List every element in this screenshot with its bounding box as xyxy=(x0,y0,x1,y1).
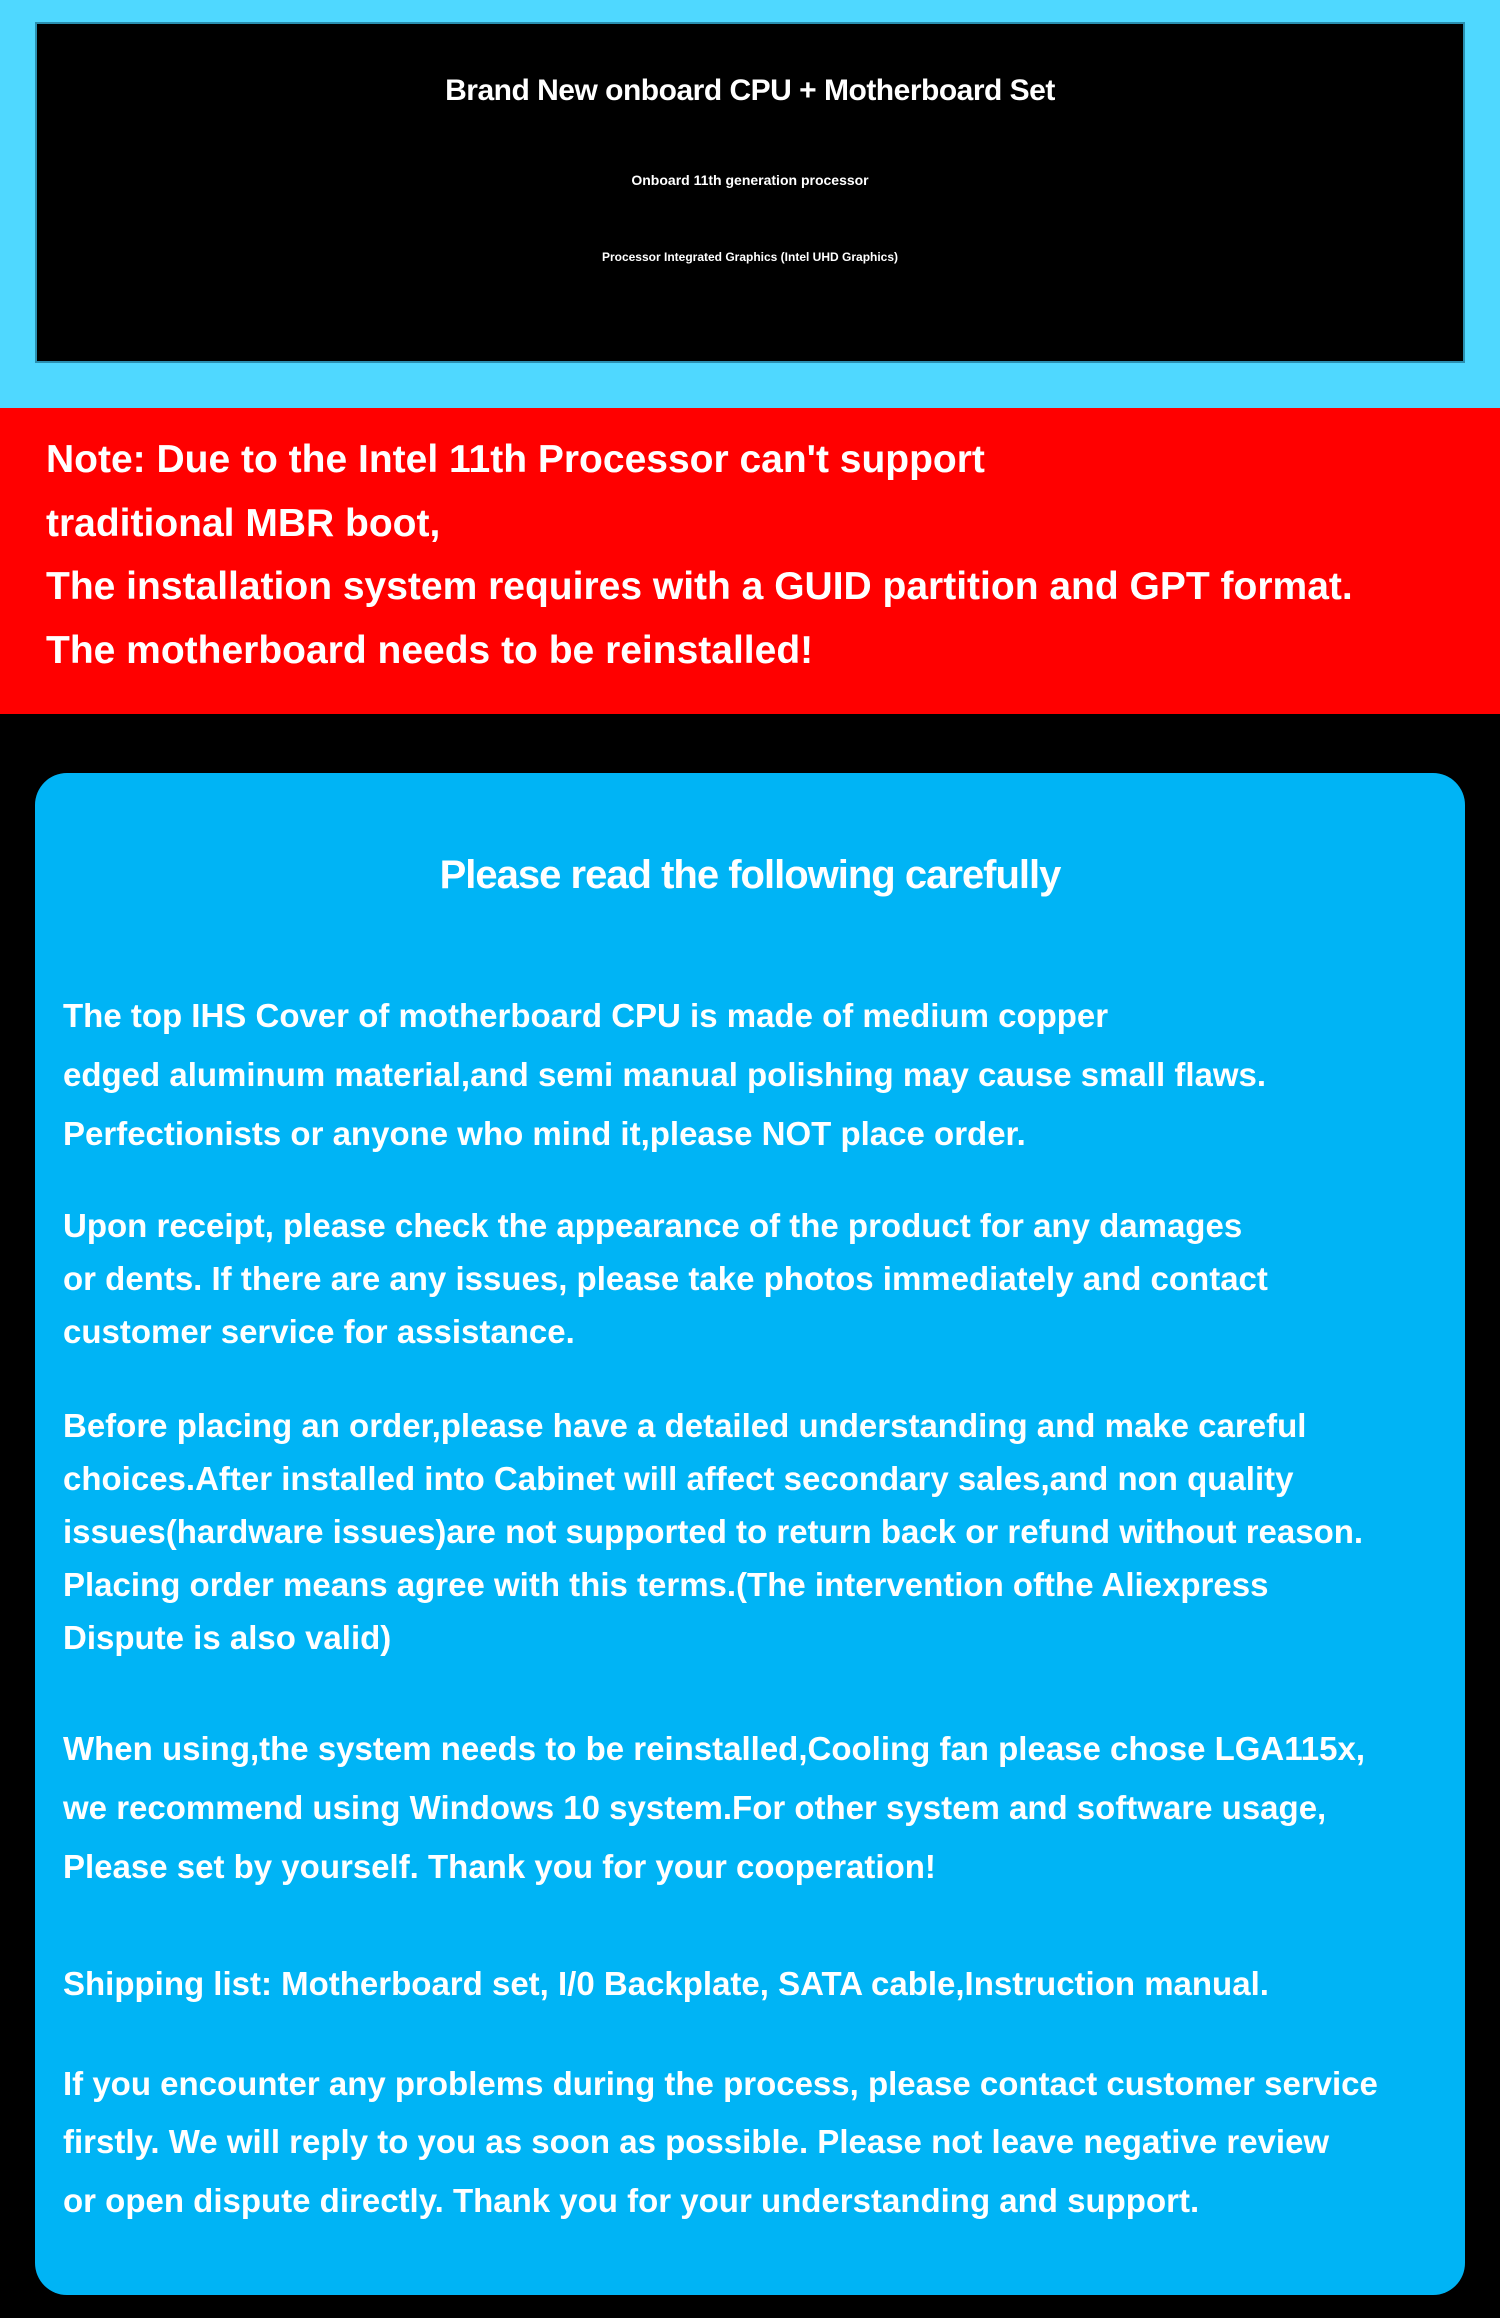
header-band xyxy=(0,0,1500,408)
note-line: The installation system requires with a GUID partition and GPT format. xyxy=(46,565,1353,608)
paragraph-line: Please set by yourself. Thank you for your cooperation! xyxy=(63,1848,936,1885)
page-subtitle-processor: Onboard 11th generation processor xyxy=(631,172,869,188)
paragraph-line: The top IHS Cover of motherboard CPU is made of medium copper xyxy=(63,997,1109,1034)
paragraph-line: Dispute is also valid) xyxy=(63,1619,392,1656)
paragraph-line: When using,the system needs to be reinstalled,Cooling fan please chose LGA115x, xyxy=(63,1730,1366,1767)
paragraph-line: customer service for assistance. xyxy=(63,1313,575,1350)
paragraph-line: or dents. If there are any issues, please take photos immediately and contact xyxy=(63,1260,1268,1297)
paragraph-line: firstly. We will reply to you as soon as possible. Please not leave negative review xyxy=(63,2123,1330,2160)
paragraph-line: choices.After installed into Cabinet will affect secondary sales,and non quality xyxy=(63,1460,1294,1497)
note-line: Note: Due to the Intel 11th Processor can't support xyxy=(46,438,985,481)
note-line: traditional MBR boot, xyxy=(46,502,441,545)
paragraph-line: Perfectionists or anyone who mind it,please NOT place order. xyxy=(63,1115,1026,1152)
info-heading: Please read the following carefully xyxy=(439,853,1061,897)
paragraph-line: Placing order means agree with this terms.(The intervention ofthe Aliexpress xyxy=(63,1566,1269,1603)
page-subtitle-graphics: Processor Integrated Graphics (Intel UHD Graphics) xyxy=(601,250,899,264)
note-line: The motherboard needs to be reinstalled! xyxy=(46,629,814,672)
page-title: Brand New onboard CPU + Motherboard Set xyxy=(445,74,1055,107)
paragraph-line: If you encounter any problems during the process, please contact customer service xyxy=(63,2065,1378,2102)
info-panel xyxy=(35,773,1465,2295)
paragraph-line: or open dispute directly. Thank you for your understanding and support. xyxy=(63,2182,1200,2219)
paragraph-line: Upon receipt, please check the appearance of the product for any damages xyxy=(63,1207,1243,1244)
header-box xyxy=(35,22,1465,363)
paragraph-line: Shipping list: Motherboard set, I/0 Backplate, SATA cable,Instruction manual. xyxy=(63,1965,1269,2002)
note-band xyxy=(0,408,1500,714)
paragraph-line: edged aluminum material,and semi manual polishing may cause small flaws. xyxy=(63,1056,1267,1093)
paragraph-line: issues(hardware issues)are not supported to return back or refund without reason. xyxy=(63,1513,1364,1550)
paragraph-line: Before placing an order,please have a detailed understanding and make careful xyxy=(63,1407,1307,1444)
paragraph-line: we recommend using Windows 10 system.For other system and software usage, xyxy=(63,1789,1327,1826)
